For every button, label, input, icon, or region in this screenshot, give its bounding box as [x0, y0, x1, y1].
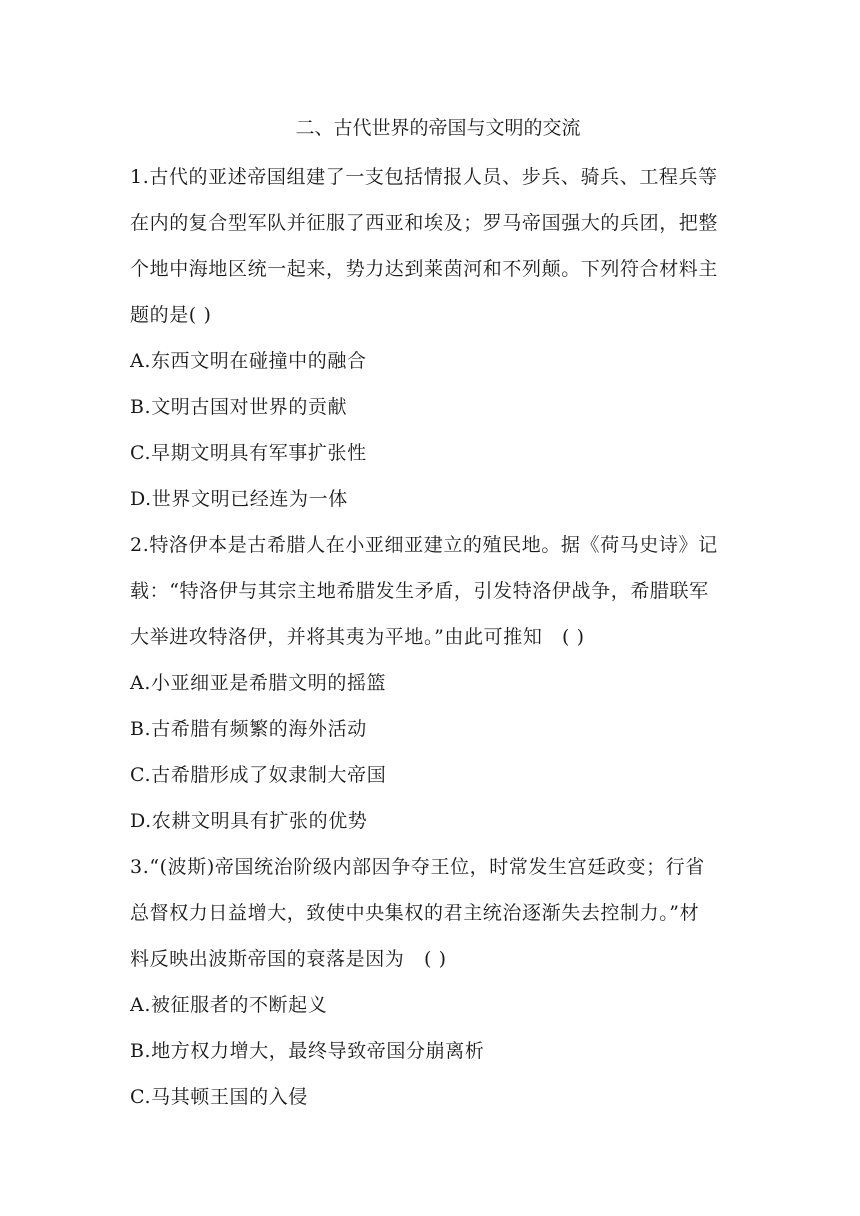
question-3	[130, 844, 734, 1120]
question-3-stem-line: 总督权力日益增大，致使中央集权的君主统治逐渐失去控制力。”材	[130, 902, 700, 924]
question-1-stem-line: 个地中海地区统一起来，势力达到莱茵河和不列颠。下列符合材料主	[130, 258, 719, 280]
question-2-option-c: C.古希腊形成了奴隶制大帝国	[130, 764, 387, 786]
question-3-option-b: B.地方权力增大，最终导致帝国分崩离析	[130, 1040, 485, 1062]
question-2	[130, 522, 734, 844]
question-3-stem-line: 3.“(波斯)帝国统治阶级内部因争夺王位，时常发生宫廷政变；行省	[130, 856, 705, 878]
question-3-stem-line: 料反映出波斯帝国的衰落是因为 ( )	[130, 948, 447, 970]
question-1-stem-line: 1.古代的亚述帝国组建了一支包括情报人员、步兵、骑兵、工程兵等	[130, 166, 718, 188]
question-1-option-c: C.早期文明具有军事扩张性	[130, 442, 367, 464]
question-2-option-d: D.农耕文明具有扩张的优势	[130, 810, 368, 832]
question-2-stem-line: 载：“特洛伊与其宗主地希腊发生矛盾，引发特洛伊战争，希腊联军	[130, 580, 709, 602]
question-2-stem-line: 大举进攻特洛伊，并将其夷为平地。”由此可推知 ( )	[130, 626, 585, 648]
question-1-option-b: B.文明古国对世界的贡献	[130, 396, 348, 418]
question-1-stem-line: 题的是( )	[130, 304, 212, 326]
question-1-option-d: D.世界文明已经连为一体	[130, 488, 348, 510]
question-2-option-a: A.小亚细亚是希腊文明的摇篮	[130, 672, 387, 694]
question-3-option-a: A.被征服者的不断起义	[130, 994, 328, 1016]
question-3-option-c: C.马其顿王国的入侵	[130, 1086, 308, 1108]
question-1	[130, 154, 734, 522]
section-title: 二、古代世界的帝国与文明的交流	[295, 117, 581, 139]
document-page	[130, 108, 734, 1120]
question-2-option-b: B.古希腊有频繁的海外活动	[130, 718, 367, 740]
question-1-option-a: A.东西文明在碰撞中的融合	[130, 350, 367, 372]
question-1-stem-line: 在内的复合型军队并征服了西亚和埃及；罗马帝国强大的兵团，把整	[130, 212, 719, 234]
question-2-stem-line: 2.特洛伊本是古希腊人在小亚细亚建立的殖民地。据《荷马史诗》记	[130, 534, 718, 556]
